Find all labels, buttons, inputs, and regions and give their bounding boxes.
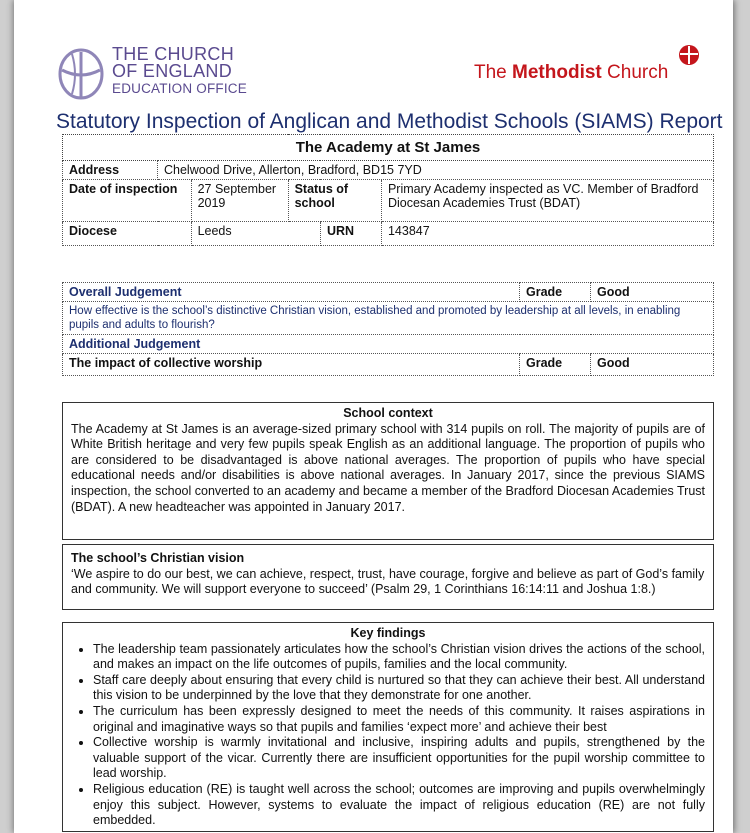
date-value: 27 September 2019 (191, 180, 288, 222)
urn-label: URN (320, 222, 381, 246)
overall-judgement-label: Overall Judgement (63, 283, 520, 302)
coe-line-2: OF ENGLAND (112, 61, 233, 81)
diocese-value: Leeds (191, 222, 320, 246)
coe-logo-text (112, 46, 247, 97)
coe-line-1: THE CHURCH (112, 44, 234, 64)
school-context-section (62, 402, 714, 540)
overall-grade-value: Good (591, 283, 714, 302)
vision-text: ‘We aspire to do our best, we can achieve, respect, trust, have courage, forgive and believe as part of God’s family and community. We will support everyone to succeed’ (Psalm 29, 1 Corinthians 16:14:11 and Joshua 1:8.) (71, 566, 705, 597)
methodist-cross-icon (678, 44, 700, 66)
key-findings-list (71, 642, 705, 829)
christian-vision-section (62, 544, 714, 610)
additional-judgement-label: Additional Judgement (63, 335, 714, 354)
key-findings-heading: Key findings (350, 626, 426, 640)
address-label: Address (63, 161, 158, 180)
school-context-heading: School context (343, 406, 433, 420)
diocese-label: Diocese (63, 222, 192, 246)
methodist-bold: Methodist (512, 62, 602, 83)
document-page (14, 0, 733, 833)
key-findings-section (62, 622, 714, 832)
school-name: The Academy at St James (63, 135, 714, 161)
finding-item: • Collective worship is warmly invitational and inclusive, inspiring adults and pupils, strengthened by the valuable support of the vicar. Currently there are insufficient opportunities for the pupil worship committee to lead worship. (93, 735, 705, 782)
urn-value: 143847 (381, 222, 713, 246)
vision-heading: The school’s Christian vision (71, 551, 245, 565)
church-of-england-emblem-icon (56, 46, 106, 102)
school-context-text: The Academy at St James is an average-sized primary school with 314 pupils on roll. The majority of pupils are of White British heritage and very few pupils speak English as an additional language. The proportion of pupils who are considered to be disadvantaged is above national averages. The proportion of pupils who have special educational needs and/or disabilities is above national averages. In January 2017, since the previous SIAMS inspection, the school converted to an academy and became a member of the Bradford Diocesan Academies Trust (BDAT). A new headteacher was appointed in January 2017. (71, 421, 705, 514)
school-details-table (62, 134, 714, 246)
worship-grade-label: Grade (520, 354, 591, 376)
finding-item: • The leadership team passionately articulates how the school’s Christian vision drives the actions of the school, and makes an impact on the life outcomes of pupils, families and the local community. (93, 642, 705, 673)
finding-item: • Religious education (RE) is taught well across the school; outcomes are improving and pupils overwhelmingly enjoy this subject. However, systems to evaluate the impact of religious education (RE) are not fully embedded. (93, 782, 705, 829)
worship-judgement-label: The impact of collective worship (63, 354, 520, 376)
worship-grade-value: Good (591, 354, 714, 376)
status-value: Primary Academy inspected as VC. Member of Bradford Diocesan Academies Trust (BDAT) (381, 180, 713, 222)
report-title: Statutory Inspection of Anglican and Methodist Schools (SIAMS) Report (56, 110, 723, 133)
finding-item: • The curriculum has been expressly designed to meet the needs of this community. It raises aspirations in original and imaginative ways so that pupils and families ‘expect more’ and achieve their best (93, 704, 705, 735)
status-label: Status of school (288, 180, 381, 222)
judgements-table (62, 282, 714, 376)
coe-line-3: EDUCATION OFFICE (112, 81, 247, 96)
address-value: Chelwood Drive, Allerton, Bradford, BD15 7YD (158, 161, 714, 180)
methodist-logo-text: The Methodist Church (474, 62, 669, 83)
finding-item: • Staff care deeply about ensuring that every child is nurtured so that they can achieve their best. All understand this vision to be underpinned by the love that they demonstrate for one another. (93, 673, 705, 704)
date-label: Date of inspection (63, 180, 192, 222)
overall-grade-label: Grade (520, 283, 591, 302)
overall-judgement-question: How effective is the school’s distinctive Christian vision, established and promoted by leadership at all levels, in enabling pupils and adults to flourish? (63, 302, 714, 335)
